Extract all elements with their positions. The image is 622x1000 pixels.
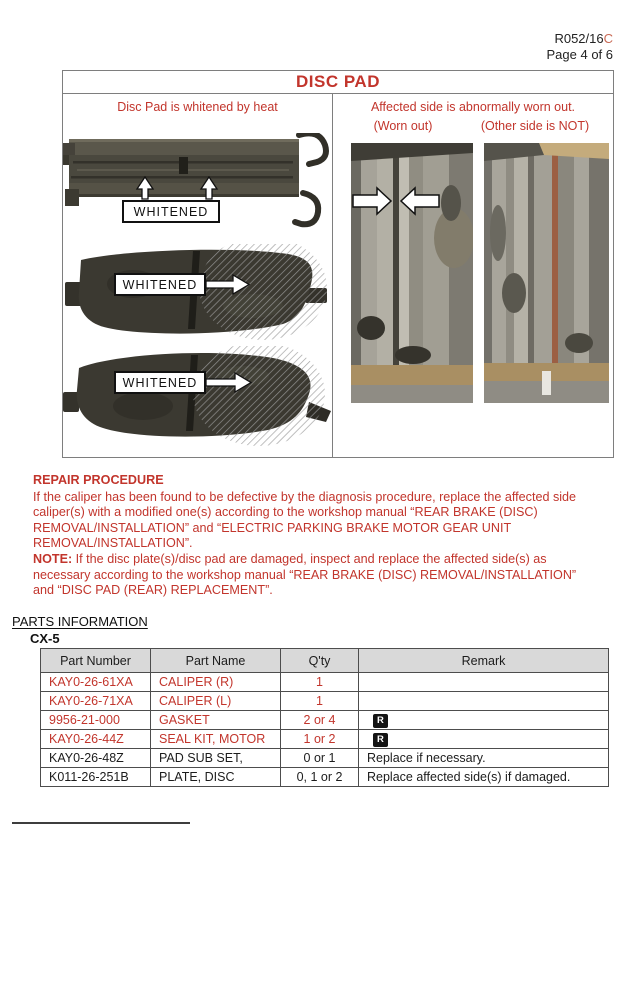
remark-cell: Replace affected side(s) if damaged. [359, 768, 609, 787]
qty-cell: 2 or 4 [281, 711, 359, 730]
photo-worn-out [351, 143, 473, 408]
qty-cell: 1 [281, 692, 359, 711]
qty-cell: 1 [281, 673, 359, 692]
note-label: NOTE: [33, 551, 73, 566]
page-number: Page 4 of 6 [546, 46, 613, 62]
remark-cell [359, 692, 609, 711]
doc-number: R052/16C [554, 31, 613, 46]
part-name-cell: CALIPER (L) [151, 692, 281, 711]
part-number-cell: KAY0-26-61XA [41, 673, 151, 692]
figure-pad-edge-view [63, 133, 333, 238]
repair-procedure-section [33, 473, 617, 599]
table-row [41, 768, 609, 787]
whitened-area-hatch [193, 346, 325, 446]
table-row [41, 749, 609, 768]
wear-clip-top [299, 133, 326, 164]
table-row [41, 711, 609, 730]
part-number-cell: K011-26-251B [41, 768, 151, 787]
remark-cell [359, 673, 609, 692]
part-name-cell: SEAL KIT, MOTOR [151, 730, 281, 749]
qty-cell: 0, 1 or 2 [281, 768, 359, 787]
qty-cell: 0 or 1 [281, 749, 359, 768]
note-line: necessary according to the workshop manual “REAR BRAKE (DISC) REMOVAL/INSTALLATION” [33, 567, 577, 582]
right-caption: Affected side is abnormally worn out. [370, 100, 576, 114]
col-qty: Q'ty [281, 649, 359, 673]
table-row [41, 673, 609, 692]
qty-cell: 1 or 2 [281, 730, 359, 749]
worn-out-label: (Worn out) [373, 119, 433, 133]
remark-cell: Replace if necessary. [359, 749, 609, 768]
part-number-cell: KAY0-26-48Z [41, 749, 151, 768]
worn-out-column [333, 94, 613, 457]
table-row [41, 692, 609, 711]
repair-text-line: REMOVAL/INSTALLATION” and “ELECTRIC PARKING BRAKE MOTOR GEAR UNIT [33, 520, 512, 535]
repair-text-line: caliper(s) with a modified one(s) according to the workshop manual “REAR BRAKE (DISC) [33, 505, 538, 520]
part-number-cell: KAY0-26-71XA [41, 692, 151, 711]
parts-table [40, 648, 609, 787]
model-label: CX-5 [30, 631, 60, 646]
part-name-cell: GASKET [151, 711, 281, 730]
note-line: and “DISC PAD (REAR) REPLACEMENT”. [33, 583, 273, 598]
part-name-cell: PLATE, DISC [151, 768, 281, 787]
disc-pad-figure-box [62, 70, 614, 458]
repair-text-line: REMOVAL/INSTALLATION”. [33, 536, 193, 551]
figure-pad-face-2 [63, 346, 333, 451]
col-remark: Remark [359, 649, 609, 673]
note-line: NOTE: If the disc plate(s)/disc pad are damaged, inspect and replace the affected side(s) as [33, 551, 547, 566]
whitened-column [63, 94, 333, 457]
wear-clip-bottom [295, 193, 318, 224]
part-name-cell: CALIPER (R) [151, 673, 281, 692]
figure-pad-face-1 [63, 244, 333, 347]
remark-cell [359, 711, 609, 730]
whitened-label: WHITENED [122, 376, 198, 390]
part-name-cell: PAD SUB SET, [151, 749, 281, 768]
whitened-label: WHITENED [133, 205, 209, 219]
doc-header [547, 31, 614, 62]
box-title: DISC PAD [63, 71, 613, 94]
remark-cell [359, 730, 609, 749]
part-number-cell: KAY0-26-44Z [41, 730, 151, 749]
other-side-label: (Other side is NOT) [480, 119, 590, 133]
parts-information-title: PARTS INFORMATION [12, 614, 148, 629]
recall-badge: R [373, 733, 388, 747]
recall-badge: R [373, 714, 388, 728]
repair-procedure-title: REPAIR PROCEDURE [33, 473, 164, 487]
table-header-row [41, 649, 609, 673]
photo-other-side [484, 143, 609, 408]
col-part-number: Part Number [41, 649, 151, 673]
left-caption: Disc Pad is whitened by heat [117, 100, 278, 114]
table-row [41, 730, 609, 749]
col-part-name: Part Name [151, 649, 281, 673]
doc-revision-letter: C [603, 31, 613, 46]
part-number-cell: 9956-21-000 [41, 711, 151, 730]
repair-text-line: If the caliper has been found to be defective by the diagnosis procedure, replace the affected side [33, 489, 577, 504]
whitened-label: WHITENED [122, 278, 198, 292]
footer-divider [12, 822, 190, 824]
